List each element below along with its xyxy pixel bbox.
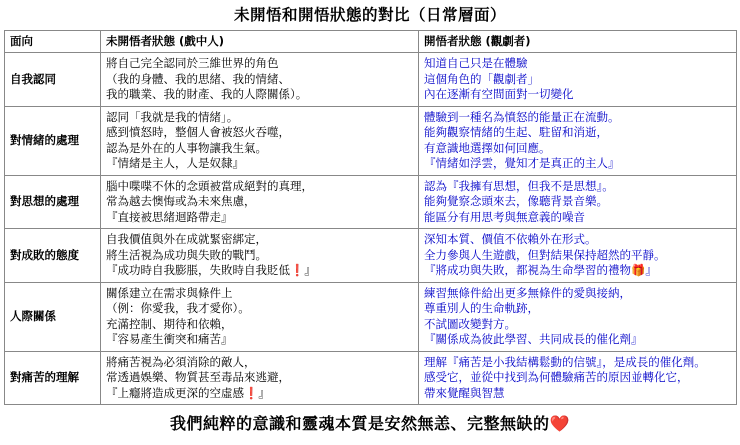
row-unenlightened (101, 53, 419, 107)
text-line: 充滿控制、期待和依賴， (106, 316, 233, 331)
row-dimension: 對痛苦的理解 (5, 351, 101, 405)
row-enlightened (419, 282, 737, 351)
text-line: 能夠覺察念頭來去，像聽背景音樂。 (424, 194, 608, 209)
text-line: 深知本質、價值不依賴外在形式。 (424, 232, 597, 247)
text-line: 『將成功與失敗，都視為生命學習的禮物🎁』 (424, 263, 657, 278)
text-line: 『關係成為彼此學習、共同成長的催化劑』 (424, 332, 643, 347)
text-line: 知道自己只是在體驗 (424, 56, 528, 71)
page-title: 未開悟和開悟狀態的對比（日常層面） (233, 6, 506, 24)
text-line: 尊重別人的生命軌跡， (424, 301, 539, 316)
text-line: （我的身體、我的思緒、我的情緒、 (106, 71, 290, 86)
text-line: 這個角色的「觀劇者」 (424, 71, 539, 86)
row-enlightened (419, 175, 737, 229)
table-header-row (5, 30, 737, 53)
text-line: 能區分有用思考與無意義的噪音 (424, 209, 585, 224)
row-dimension: 自我認同 (5, 53, 101, 107)
comparison-table (4, 30, 737, 406)
page-footer: 我們純粹的意識和靈魂本質是安然無恙、完整無缺的❤️ (170, 414, 570, 434)
row-enlightened (419, 351, 737, 405)
table-row (5, 351, 737, 405)
text-line: 理解『痛苦是小我結構鬆動的信號』，是成長的催化劑。 (424, 354, 706, 369)
table-row (5, 229, 737, 283)
text-line: 全力參與人生遊戲，但對結果保持超然的平靜。 (424, 247, 666, 262)
text-line: 『容易產生衝突和痛苦』 (106, 332, 233, 347)
text-line: 『成功時自我膨脹，失敗時自我貶低❗』 (106, 263, 316, 278)
row-unenlightened (101, 282, 419, 351)
row-enlightened (419, 106, 737, 175)
table-row (5, 175, 737, 229)
text-line: 感到憤怒時，整個人會被怒火吞噬， (106, 125, 290, 140)
table-row (5, 106, 737, 175)
text-line: 我的職業、我的財產、我的人際關係）。 (106, 87, 308, 102)
text-line: 將自己完全認同於三維世界的角色 (106, 56, 279, 71)
row-dimension: 對情緒的處理 (5, 106, 101, 175)
text-line: 自我價值與外在成就緊密綁定， (106, 232, 267, 247)
text-line: 體驗到一種名為憤怒的能量正在流動。 (424, 109, 620, 124)
text-line: 『情緒如浮雲，覺知才是真正的主人』 (424, 156, 620, 171)
text-line: 將痛苦視為必須消除的敵人， (106, 354, 256, 369)
text-line: 『情緒是主人，人是奴隸』 (106, 156, 244, 171)
row-unenlightened (101, 106, 419, 175)
text-line: 關係建立在需求與條件上 (106, 285, 233, 300)
text-line: 帶來覺醒與智慧 (424, 385, 505, 400)
text-line: 將生活視為成功與失敗的戰鬥。 (106, 247, 267, 262)
text-line: 不試圖改變對方。 (424, 316, 516, 331)
row-unenlightened (101, 229, 419, 283)
row-enlightened (419, 53, 737, 107)
text-line: （例：你愛我，我才愛你）。 (106, 301, 250, 316)
row-unenlightened (101, 351, 419, 405)
header-cell-unenlightened: 未開悟者狀態 (戲中人) (101, 30, 419, 53)
text-line: 認同「我就是我的情緒」。 (106, 109, 239, 124)
row-enlightened (419, 229, 737, 283)
header-cell-dimension: 面向 (5, 30, 101, 53)
text-line: 腦中喋喋不休的念頭被當成絕對的真理， (106, 178, 313, 193)
text-line: 常透過娛樂、物質甚至毒品來逃避， (106, 370, 290, 385)
text-line: 有意識地選擇如何回應。 (424, 140, 551, 155)
text-line: 認為『我擁有思想，但我不是思想』。 (424, 178, 614, 193)
text-line: 內在逐漸有空間面對一切變化 (424, 87, 574, 102)
row-unenlightened (101, 175, 419, 229)
text-line: 『直接被思緒迴路帶走』 (106, 209, 233, 224)
row-dimension: 對思想的處理 (5, 175, 101, 229)
row-dimension: 人際關係 (5, 282, 101, 351)
row-dimension: 對成敗的態度 (5, 229, 101, 283)
text-line: 『上癮將造成更深的空虛感❗』 (106, 385, 270, 400)
header-cell-enlightened: 開悟者狀態 (觀劇者) (419, 30, 737, 53)
table-row (5, 282, 737, 351)
text-line: 感受它，並從中找到為何體驗痛苦的原因並轉化它， (424, 370, 689, 385)
text-line: 認為是外在的人事物讓我生氣。 (106, 140, 267, 155)
text-line: 練習無條件給出更多無條件的愛與接納， (424, 285, 631, 300)
table-row (5, 53, 737, 107)
text-line: 能夠觀察情緒的生起、駐留和消逝， (424, 125, 608, 140)
text-line: 常為越去懊悔或為未來焦慮， (106, 194, 256, 209)
